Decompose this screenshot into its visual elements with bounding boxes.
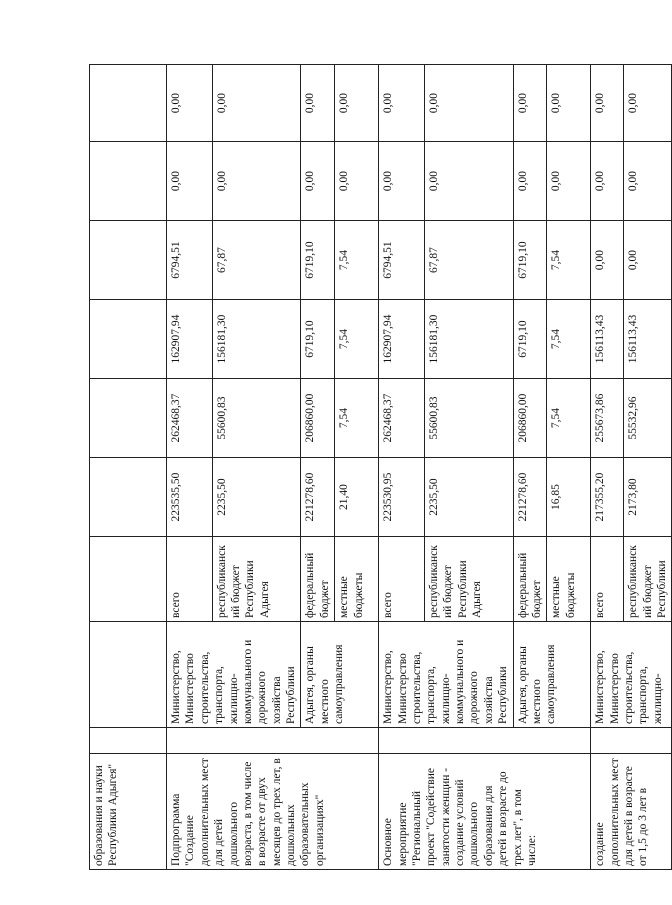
source-cell: республиканский бюджет Республики Адыгея xyxy=(424,537,513,622)
table-row xyxy=(591,65,624,870)
value-cell: 0,00 xyxy=(591,142,624,221)
value-cell: 0,00 xyxy=(379,65,425,142)
value-cell: 262468,37 xyxy=(167,379,213,458)
value-cell: 0,00 xyxy=(301,65,335,142)
value-cell: 262468,37 xyxy=(379,379,425,458)
value-cell: 0,00 xyxy=(547,65,591,142)
source-cell: республиканский бюджет Республики xyxy=(624,537,672,622)
value-cell: 156113,43 xyxy=(591,300,624,379)
value-cell: 67,87 xyxy=(424,221,513,300)
value-cell: 21,40 xyxy=(335,458,379,537)
rotated-table-container xyxy=(89,65,668,870)
value-cell: 0,00 xyxy=(212,65,301,142)
empty-cell xyxy=(591,728,672,754)
table-row xyxy=(167,65,213,870)
value-cell: 6719,10 xyxy=(301,300,335,379)
value-cell: 0,00 xyxy=(335,65,379,142)
value-cell: 6794,51 xyxy=(167,221,213,300)
value-cell: 162907,94 xyxy=(167,300,213,379)
empty-cell xyxy=(90,728,167,754)
value-cell: 0,00 xyxy=(424,142,513,221)
value-cell: 156113,43 xyxy=(624,300,672,379)
value-cell xyxy=(90,458,167,537)
value-cell: 0,00 xyxy=(624,142,672,221)
value-cell: 2235,50 xyxy=(212,458,301,537)
value-cell: 55600,83 xyxy=(424,379,513,458)
executor-cell: Министерство, Министерство строительства, транспорта, жилищно-коммунального и дорожного хозяйства Республики xyxy=(167,622,301,728)
value-cell: 162907,94 xyxy=(379,300,425,379)
value-cell: 7,54 xyxy=(547,379,591,458)
source-cell: федеральный бюджет xyxy=(513,537,547,622)
source-cell: местные бюджеты xyxy=(547,537,591,622)
executor-cell: Министерство, Министерство строительства, транспорта, жилищно- xyxy=(591,622,672,728)
executor-cell xyxy=(90,622,167,728)
executor-cell: Адыгея, органы местного самоуправления xyxy=(513,622,591,728)
value-cell: 7,54 xyxy=(335,221,379,300)
value-cell: 6719,10 xyxy=(513,300,547,379)
value-cell: 7,54 xyxy=(335,379,379,458)
value-cell: 0,00 xyxy=(624,221,672,300)
value-cell: 6719,10 xyxy=(513,221,547,300)
value-cell: 7,54 xyxy=(547,300,591,379)
value-cell: 0,00 xyxy=(547,142,591,221)
value-cell: 0,00 xyxy=(301,142,335,221)
source-cell: республиканский бюджет Республики Адыгея xyxy=(212,537,301,622)
table-row xyxy=(90,65,167,870)
executor-cell: Министерство, Министерство строительства, транспорта, жилищно-коммунального и дорожного хозяйства Республики xyxy=(379,622,513,728)
source-cell xyxy=(90,537,167,622)
value-cell: 223535,50 xyxy=(167,458,213,537)
value-cell: 7,54 xyxy=(335,300,379,379)
value-cell: 0,00 xyxy=(379,142,425,221)
value-cell xyxy=(90,65,167,142)
source-cell: всего xyxy=(591,537,624,622)
value-cell: 156181,30 xyxy=(212,300,301,379)
value-cell: 0,00 xyxy=(167,142,213,221)
value-cell: 6794,51 xyxy=(379,221,425,300)
source-cell: местные бюджеты xyxy=(335,537,379,622)
source-cell: федеральный бюджет xyxy=(301,537,335,622)
value-cell: 0,00 xyxy=(513,142,547,221)
budget-table xyxy=(89,64,672,870)
value-cell xyxy=(90,300,167,379)
value-cell: 0,00 xyxy=(591,221,624,300)
value-cell: 156181,30 xyxy=(424,300,513,379)
source-cell: всего xyxy=(379,537,425,622)
value-cell: 255673,86 xyxy=(591,379,624,458)
measure-name-cell: Подпрограмма "Создание дополнительных мест для детей дошкольного возраста, в том числе в возрасте от двух месяцев до трех лет, в дошкольных образовательных организациях" xyxy=(167,754,379,870)
value-cell: 7,54 xyxy=(547,221,591,300)
source-cell: всего xyxy=(167,537,213,622)
value-cell: 67,87 xyxy=(212,221,301,300)
value-cell: 0,00 xyxy=(212,142,301,221)
empty-cell xyxy=(167,728,379,754)
value-cell: 217355,20 xyxy=(591,458,624,537)
value-cell: 55532,96 xyxy=(624,379,672,458)
value-cell: 206860,00 xyxy=(513,379,547,458)
value-cell: 55600,83 xyxy=(212,379,301,458)
value-cell: 206860,00 xyxy=(301,379,335,458)
table-row xyxy=(379,65,425,870)
executor-cell: Адыгея, органы местного самоуправления xyxy=(301,622,379,728)
value-cell: 0,00 xyxy=(424,65,513,142)
value-cell: 221278,60 xyxy=(301,458,335,537)
value-cell: 221278,60 xyxy=(513,458,547,537)
value-cell xyxy=(90,379,167,458)
measure-name-cell: Основное мероприятие "Региональный проект "Содействие занятости женщин - создание условий дошкольного образования для детей в возрасте до трех лет", в том числе: xyxy=(379,754,591,870)
value-cell xyxy=(90,221,167,300)
value-cell: 223530,95 xyxy=(379,458,425,537)
value-cell: 0,00 xyxy=(167,65,213,142)
value-cell: 0,00 xyxy=(335,142,379,221)
value-cell: 0,00 xyxy=(591,65,624,142)
measure-name-cell: образования и науки Республики Адыгея" xyxy=(90,754,167,870)
value-cell: 16,85 xyxy=(547,458,591,537)
value-cell: 6719,10 xyxy=(301,221,335,300)
value-cell xyxy=(90,142,167,221)
value-cell: 2235,50 xyxy=(424,458,513,537)
measure-name-cell: создание дополнительных мест для детей в возрасте от 1,5 до 3 лет в xyxy=(591,754,672,870)
empty-cell xyxy=(379,728,591,754)
value-cell: 2173,80 xyxy=(624,458,672,537)
value-cell: 0,00 xyxy=(624,65,672,142)
value-cell: 0,00 xyxy=(513,65,547,142)
